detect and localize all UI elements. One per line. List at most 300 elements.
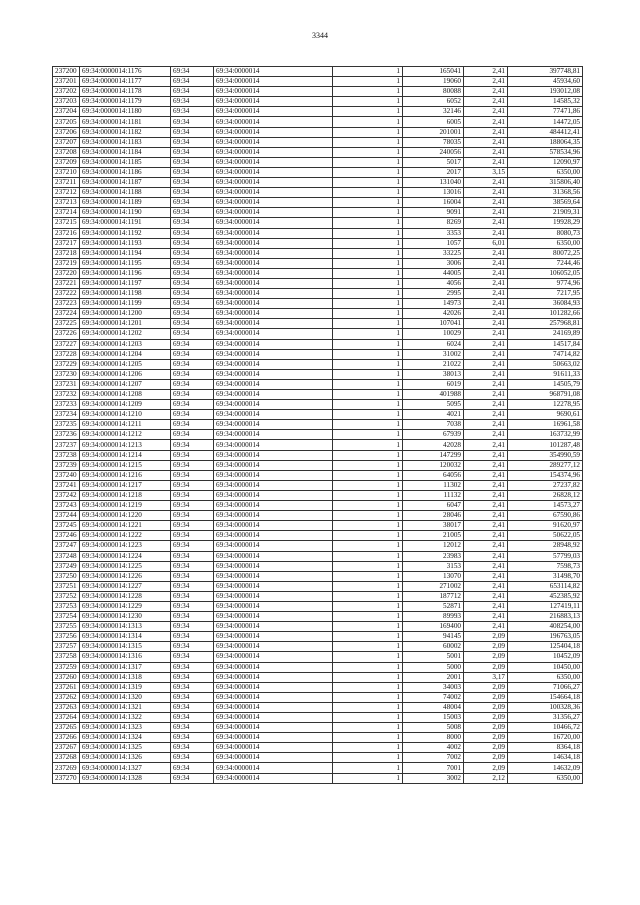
cadastral-number-cell: 69:34:0000014:1200 [80,309,171,319]
table-row [53,339,583,349]
table-row [53,440,583,450]
specific-index-cell: 2,09 [464,642,508,652]
region-code-cell: 69:34 [171,692,214,702]
row-number-cell: 237242 [53,490,80,500]
object-count-cell: 1 [333,723,403,733]
object-count-cell: 1 [333,208,403,218]
object-count-cell: 1 [333,470,403,480]
cadastral-quarter-cell: 69:34:0000014 [214,642,333,652]
row-number-cell: 237270 [53,773,80,783]
cadastral-number-cell: 69:34:0000014:1192 [80,228,171,238]
cadastral-number-cell: 69:34:0000014:1224 [80,551,171,561]
cadastral-quarter-cell: 69:34:0000014 [214,692,333,702]
region-code-cell: 69:34 [171,329,214,339]
object-count-cell: 1 [333,349,403,359]
region-code-cell: 69:34 [171,642,214,652]
region-code-cell: 69:34 [171,470,214,480]
cadastral-number-cell: 69:34:0000014:1199 [80,299,171,309]
cadastral-number-cell: 69:34:0000014:1204 [80,349,171,359]
area-cell: 4002 [403,743,464,753]
cadastral-number-cell: 69:34:0000014:1194 [80,248,171,258]
row-number-cell: 237269 [53,763,80,773]
row-number-cell: 237268 [53,753,80,763]
cadastral-quarter-cell: 69:34:0000014 [214,581,333,591]
area-cell: 187712 [403,591,464,601]
cadastral-quarter-cell: 69:34:0000014 [214,299,333,309]
cadastral-number-cell: 69:34:0000014:1196 [80,268,171,278]
cadastral-quarter-cell: 69:34:0000014 [214,662,333,672]
cadastral-quarter-cell: 69:34:0000014 [214,218,333,228]
object-count-cell: 1 [333,601,403,611]
region-code-cell: 69:34 [171,369,214,379]
area-cell: 16004 [403,198,464,208]
object-count-cell: 1 [333,400,403,410]
specific-index-cell: 2,41 [464,390,508,400]
table-row [53,662,583,672]
region-code-cell: 69:34 [171,612,214,622]
cadastral-value-cell: 12090,97 [508,157,583,167]
cadastral-value-cell: 7244,46 [508,258,583,268]
table-row [53,702,583,712]
row-number-cell: 237231 [53,379,80,389]
cadastral-quarter-cell: 69:34:0000014 [214,127,333,137]
cadastral-value-cell: 14505,79 [508,379,583,389]
region-code-cell: 69:34 [171,299,214,309]
area-cell: 89993 [403,612,464,622]
cadastral-number-cell: 69:34:0000014:1229 [80,601,171,611]
specific-index-cell: 2,41 [464,97,508,107]
region-code-cell: 69:34 [171,228,214,238]
cadastral-value-cell: 6350,00 [508,672,583,682]
specific-index-cell: 2,41 [464,339,508,349]
area-cell: 74002 [403,692,464,702]
cadastral-value-cell: 67590,86 [508,511,583,521]
object-count-cell: 1 [333,460,403,470]
area-cell: 1057 [403,238,464,248]
cadastral-value-table [52,66,583,784]
table-row [53,117,583,127]
cadastral-value-cell: 6350,00 [508,167,583,177]
specific-index-cell: 2,09 [464,662,508,672]
specific-index-cell: 2,41 [464,470,508,480]
cadastral-value-cell: 452385,92 [508,591,583,601]
row-number-cell: 237267 [53,743,80,753]
table-row [53,268,583,278]
row-number-cell: 237262 [53,692,80,702]
cadastral-number-cell: 69:34:0000014:1223 [80,541,171,551]
row-number-cell: 237232 [53,390,80,400]
cadastral-number-cell: 69:34:0000014:1190 [80,208,171,218]
cadastral-number-cell: 69:34:0000014:1217 [80,480,171,490]
cadastral-number-cell: 69:34:0000014:1212 [80,430,171,440]
table-row [53,329,583,339]
specific-index-cell: 2,41 [464,188,508,198]
cadastral-quarter-cell: 69:34:0000014 [214,723,333,733]
cadastral-quarter-cell: 69:34:0000014 [214,450,333,460]
region-code-cell: 69:34 [171,390,214,400]
specific-index-cell: 2,41 [464,541,508,551]
cadastral-value-cell: 653114,82 [508,581,583,591]
area-cell: 23983 [403,551,464,561]
cadastral-number-cell: 69:34:0000014:1198 [80,289,171,299]
cadastral-quarter-cell: 69:34:0000014 [214,379,333,389]
area-cell: 4021 [403,410,464,420]
area-cell: 5001 [403,652,464,662]
specific-index-cell: 2,41 [464,601,508,611]
region-code-cell: 69:34 [171,147,214,157]
cadastral-quarter-cell: 69:34:0000014 [214,410,333,420]
cadastral-value-cell: 154664,18 [508,692,583,702]
cadastral-value-cell: 12278,95 [508,400,583,410]
table-row [53,87,583,97]
row-number-cell: 237209 [53,157,80,167]
cadastral-value-cell: 26828,12 [508,490,583,500]
specific-index-cell: 2,41 [464,107,508,117]
row-number-cell: 237256 [53,632,80,642]
cadastral-number-cell: 69:34:0000014:1213 [80,440,171,450]
cadastral-number-cell: 69:34:0000014:1219 [80,501,171,511]
row-number-cell: 237225 [53,319,80,329]
cadastral-quarter-cell: 69:34:0000014 [214,682,333,692]
cadastral-number-cell: 69:34:0000014:1180 [80,107,171,117]
specific-index-cell: 2,41 [464,198,508,208]
cadastral-number-cell: 69:34:0000014:1201 [80,319,171,329]
row-number-cell: 237206 [53,127,80,137]
specific-index-cell: 2,41 [464,359,508,369]
cadastral-number-cell: 69:34:0000014:1197 [80,278,171,288]
cadastral-number-cell: 69:34:0000014:1321 [80,702,171,712]
cadastral-number-cell: 69:34:0000014:1202 [80,329,171,339]
region-code-cell: 69:34 [171,420,214,430]
cadastral-value-cell: 57799,03 [508,551,583,561]
area-cell: 6052 [403,97,464,107]
region-code-cell: 69:34 [171,198,214,208]
cadastral-value-cell: 16961,58 [508,420,583,430]
specific-index-cell: 2,41 [464,117,508,127]
cadastral-value-cell: 154374,96 [508,470,583,480]
area-cell: 5095 [403,400,464,410]
object-count-cell: 1 [333,107,403,117]
area-cell: 52871 [403,601,464,611]
cadastral-value-cell: 50663,02 [508,359,583,369]
cadastral-value-cell: 9774,96 [508,278,583,288]
cadastral-number-cell: 69:34:0000014:1209 [80,400,171,410]
table-row [53,107,583,117]
table-row [53,299,583,309]
table-row [53,400,583,410]
table-row [53,188,583,198]
row-number-cell: 237222 [53,289,80,299]
area-cell: 8000 [403,733,464,743]
cadastral-value-cell: 91620,97 [508,521,583,531]
cadastral-quarter-cell: 69:34:0000014 [214,248,333,258]
region-code-cell: 69:34 [171,460,214,470]
cadastral-number-cell: 69:34:0000014:1322 [80,713,171,723]
row-number-cell: 237204 [53,107,80,117]
cadastral-value-cell: 36084,93 [508,299,583,309]
cadastral-value-cell: 16720,00 [508,733,583,743]
specific-index-cell: 2,41 [464,501,508,511]
specific-index-cell: 2,41 [464,591,508,601]
table-row [53,733,583,743]
area-cell: 131040 [403,178,464,188]
object-count-cell: 1 [333,430,403,440]
area-cell: 13016 [403,188,464,198]
cadastral-value-cell: 163732,99 [508,430,583,440]
region-code-cell: 69:34 [171,258,214,268]
specific-index-cell: 2,41 [464,349,508,359]
object-count-cell: 1 [333,178,403,188]
region-code-cell: 69:34 [171,591,214,601]
region-code-cell: 69:34 [171,178,214,188]
table-row [53,369,583,379]
region-code-cell: 69:34 [171,97,214,107]
table-row [53,238,583,248]
region-code-cell: 69:34 [171,662,214,672]
cadastral-value-cell: 74714,82 [508,349,583,359]
cadastral-quarter-cell: 69:34:0000014 [214,268,333,278]
table-row [53,390,583,400]
specific-index-cell: 2,09 [464,702,508,712]
region-code-cell: 69:34 [171,531,214,541]
specific-index-cell: 2,41 [464,77,508,87]
region-code-cell: 69:34 [171,682,214,692]
specific-index-cell: 2,41 [464,127,508,137]
object-count-cell: 1 [333,379,403,389]
cadastral-quarter-cell: 69:34:0000014 [214,551,333,561]
table-row [53,248,583,258]
specific-index-cell: 2,41 [464,410,508,420]
row-number-cell: 237202 [53,87,80,97]
specific-index-cell: 2,09 [464,743,508,753]
cadastral-value-cell: 10466,72 [508,723,583,733]
cadastral-value-cell: 10450,00 [508,662,583,672]
object-count-cell: 1 [333,167,403,177]
cadastral-number-cell: 69:34:0000014:1206 [80,369,171,379]
table-row [53,228,583,238]
table-row [53,349,583,359]
cadastral-number-cell: 69:34:0000014:1176 [80,67,171,77]
table-row [53,157,583,167]
table-row [53,551,583,561]
table-row [53,773,583,783]
object-count-cell: 1 [333,248,403,258]
area-cell: 42028 [403,440,464,450]
area-cell: 6005 [403,117,464,127]
cadastral-quarter-cell: 69:34:0000014 [214,561,333,571]
object-count-cell: 1 [333,278,403,288]
object-count-cell: 1 [333,733,403,743]
table-row [53,612,583,622]
cadastral-value-cell: 127419,11 [508,601,583,611]
row-number-cell: 237265 [53,723,80,733]
area-cell: 9091 [403,208,464,218]
table-row [53,511,583,521]
area-cell: 7038 [403,420,464,430]
area-cell: 3002 [403,773,464,783]
region-code-cell: 69:34 [171,67,214,77]
cadastral-number-cell: 69:34:0000014:1208 [80,390,171,400]
region-code-cell: 69:34 [171,480,214,490]
area-cell: 401988 [403,390,464,400]
row-number-cell: 237240 [53,470,80,480]
cadastral-number-cell: 69:34:0000014:1177 [80,77,171,87]
cadastral-value-cell: 578534,96 [508,147,583,157]
region-code-cell: 69:34 [171,450,214,460]
cadastral-value-cell: 8080,73 [508,228,583,238]
object-count-cell: 1 [333,268,403,278]
region-code-cell: 69:34 [171,349,214,359]
page-number: 3344 [312,31,328,40]
table-row [53,258,583,268]
row-number-cell: 237252 [53,591,80,601]
area-cell: 7001 [403,763,464,773]
cadastral-quarter-cell: 69:34:0000014 [214,622,333,632]
cadastral-value-cell: 14632,09 [508,763,583,773]
table-row [53,501,583,511]
specific-index-cell: 2,41 [464,430,508,440]
object-count-cell: 1 [333,157,403,167]
cadastral-value-cell: 21909,31 [508,208,583,218]
region-code-cell: 69:34 [171,278,214,288]
row-number-cell: 237247 [53,541,80,551]
cadastral-value-cell: 408254,00 [508,622,583,632]
region-code-cell: 69:34 [171,339,214,349]
cadastral-number-cell: 69:34:0000014:1187 [80,178,171,188]
row-number-cell: 237203 [53,97,80,107]
area-cell: 44005 [403,268,464,278]
cadastral-number-cell: 69:34:0000014:1227 [80,581,171,591]
specific-index-cell: 2,41 [464,480,508,490]
region-code-cell: 69:34 [171,430,214,440]
table-row [53,450,583,460]
specific-index-cell: 2,41 [464,420,508,430]
row-number-cell: 237250 [53,571,80,581]
table-row [53,723,583,733]
cadastral-quarter-cell: 69:34:0000014 [214,208,333,218]
cadastral-quarter-cell: 69:34:0000014 [214,289,333,299]
region-code-cell: 69:34 [171,400,214,410]
object-count-cell: 1 [333,490,403,500]
specific-index-cell: 2,41 [464,208,508,218]
cadastral-value-cell: 9690,61 [508,410,583,420]
area-cell: 2995 [403,289,464,299]
row-number-cell: 237224 [53,309,80,319]
row-number-cell: 237266 [53,733,80,743]
area-cell: 38017 [403,521,464,531]
region-code-cell: 69:34 [171,561,214,571]
cadastral-number-cell: 69:34:0000014:1326 [80,753,171,763]
row-number-cell: 237212 [53,188,80,198]
cadastral-quarter-cell: 69:34:0000014 [214,228,333,238]
region-code-cell: 69:34 [171,359,214,369]
specific-index-cell: 2,09 [464,763,508,773]
specific-index-cell: 2,41 [464,531,508,541]
specific-index-cell: 3,17 [464,672,508,682]
object-count-cell: 1 [333,117,403,127]
cadastral-number-cell: 69:34:0000014:1203 [80,339,171,349]
cadastral-value-cell: 45934,60 [508,77,583,87]
table-row [53,652,583,662]
specific-index-cell: 2,41 [464,278,508,288]
specific-index-cell: 2,41 [464,319,508,329]
cadastral-quarter-cell: 69:34:0000014 [214,97,333,107]
object-count-cell: 1 [333,622,403,632]
cadastral-number-cell: 69:34:0000014:1210 [80,410,171,420]
region-code-cell: 69:34 [171,319,214,329]
area-cell: 11302 [403,480,464,490]
specific-index-cell: 2,41 [464,460,508,470]
cadastral-number-cell: 69:34:0000014:1189 [80,198,171,208]
cadastral-value-cell: 188064,35 [508,137,583,147]
object-count-cell: 1 [333,137,403,147]
area-cell: 11132 [403,490,464,500]
cadastral-quarter-cell: 69:34:0000014 [214,571,333,581]
cadastral-number-cell: 69:34:0000014:1184 [80,147,171,157]
row-number-cell: 237251 [53,581,80,591]
region-code-cell: 69:34 [171,289,214,299]
cadastral-quarter-cell: 69:34:0000014 [214,369,333,379]
area-cell: 169400 [403,622,464,632]
area-cell: 28046 [403,511,464,521]
table-row [53,97,583,107]
row-number-cell: 237263 [53,702,80,712]
row-number-cell: 237235 [53,420,80,430]
specific-index-cell: 2,41 [464,178,508,188]
region-code-cell: 69:34 [171,440,214,450]
cadastral-number-cell: 69:34:0000014:1225 [80,561,171,571]
area-cell: 5017 [403,157,464,167]
area-cell: 8269 [403,218,464,228]
table-row [53,642,583,652]
row-number-cell: 237215 [53,218,80,228]
area-cell: 78035 [403,137,464,147]
cadastral-value-cell: 31498,70 [508,571,583,581]
object-count-cell: 1 [333,662,403,672]
object-count-cell: 1 [333,551,403,561]
row-number-cell: 237241 [53,480,80,490]
table-row [53,430,583,440]
row-number-cell: 237211 [53,178,80,188]
cadastral-quarter-cell: 69:34:0000014 [214,339,333,349]
cadastral-number-cell: 69:34:0000014:1205 [80,359,171,369]
object-count-cell: 1 [333,238,403,248]
region-code-cell: 69:34 [171,743,214,753]
cadastral-quarter-cell: 69:34:0000014 [214,470,333,480]
row-number-cell: 237253 [53,601,80,611]
cadastral-quarter-cell: 69:34:0000014 [214,198,333,208]
row-number-cell: 237237 [53,440,80,450]
cadastral-value-cell: 100328,36 [508,702,583,712]
table-row [53,632,583,642]
region-code-cell: 69:34 [171,672,214,682]
cadastral-value-cell: 14472,05 [508,117,583,127]
object-count-cell: 1 [333,561,403,571]
region-code-cell: 69:34 [171,238,214,248]
region-code-cell: 69:34 [171,652,214,662]
region-code-cell: 69:34 [171,702,214,712]
table-row [53,672,583,682]
cadastral-number-cell: 69:34:0000014:1182 [80,127,171,137]
specific-index-cell: 2,41 [464,67,508,77]
object-count-cell: 1 [333,147,403,157]
area-cell: 120032 [403,460,464,470]
table-row [53,379,583,389]
cadastral-value-cell: 6350,00 [508,773,583,783]
object-count-cell: 1 [333,743,403,753]
cadastral-value-cell: 484412,41 [508,127,583,137]
table-row [53,359,583,369]
